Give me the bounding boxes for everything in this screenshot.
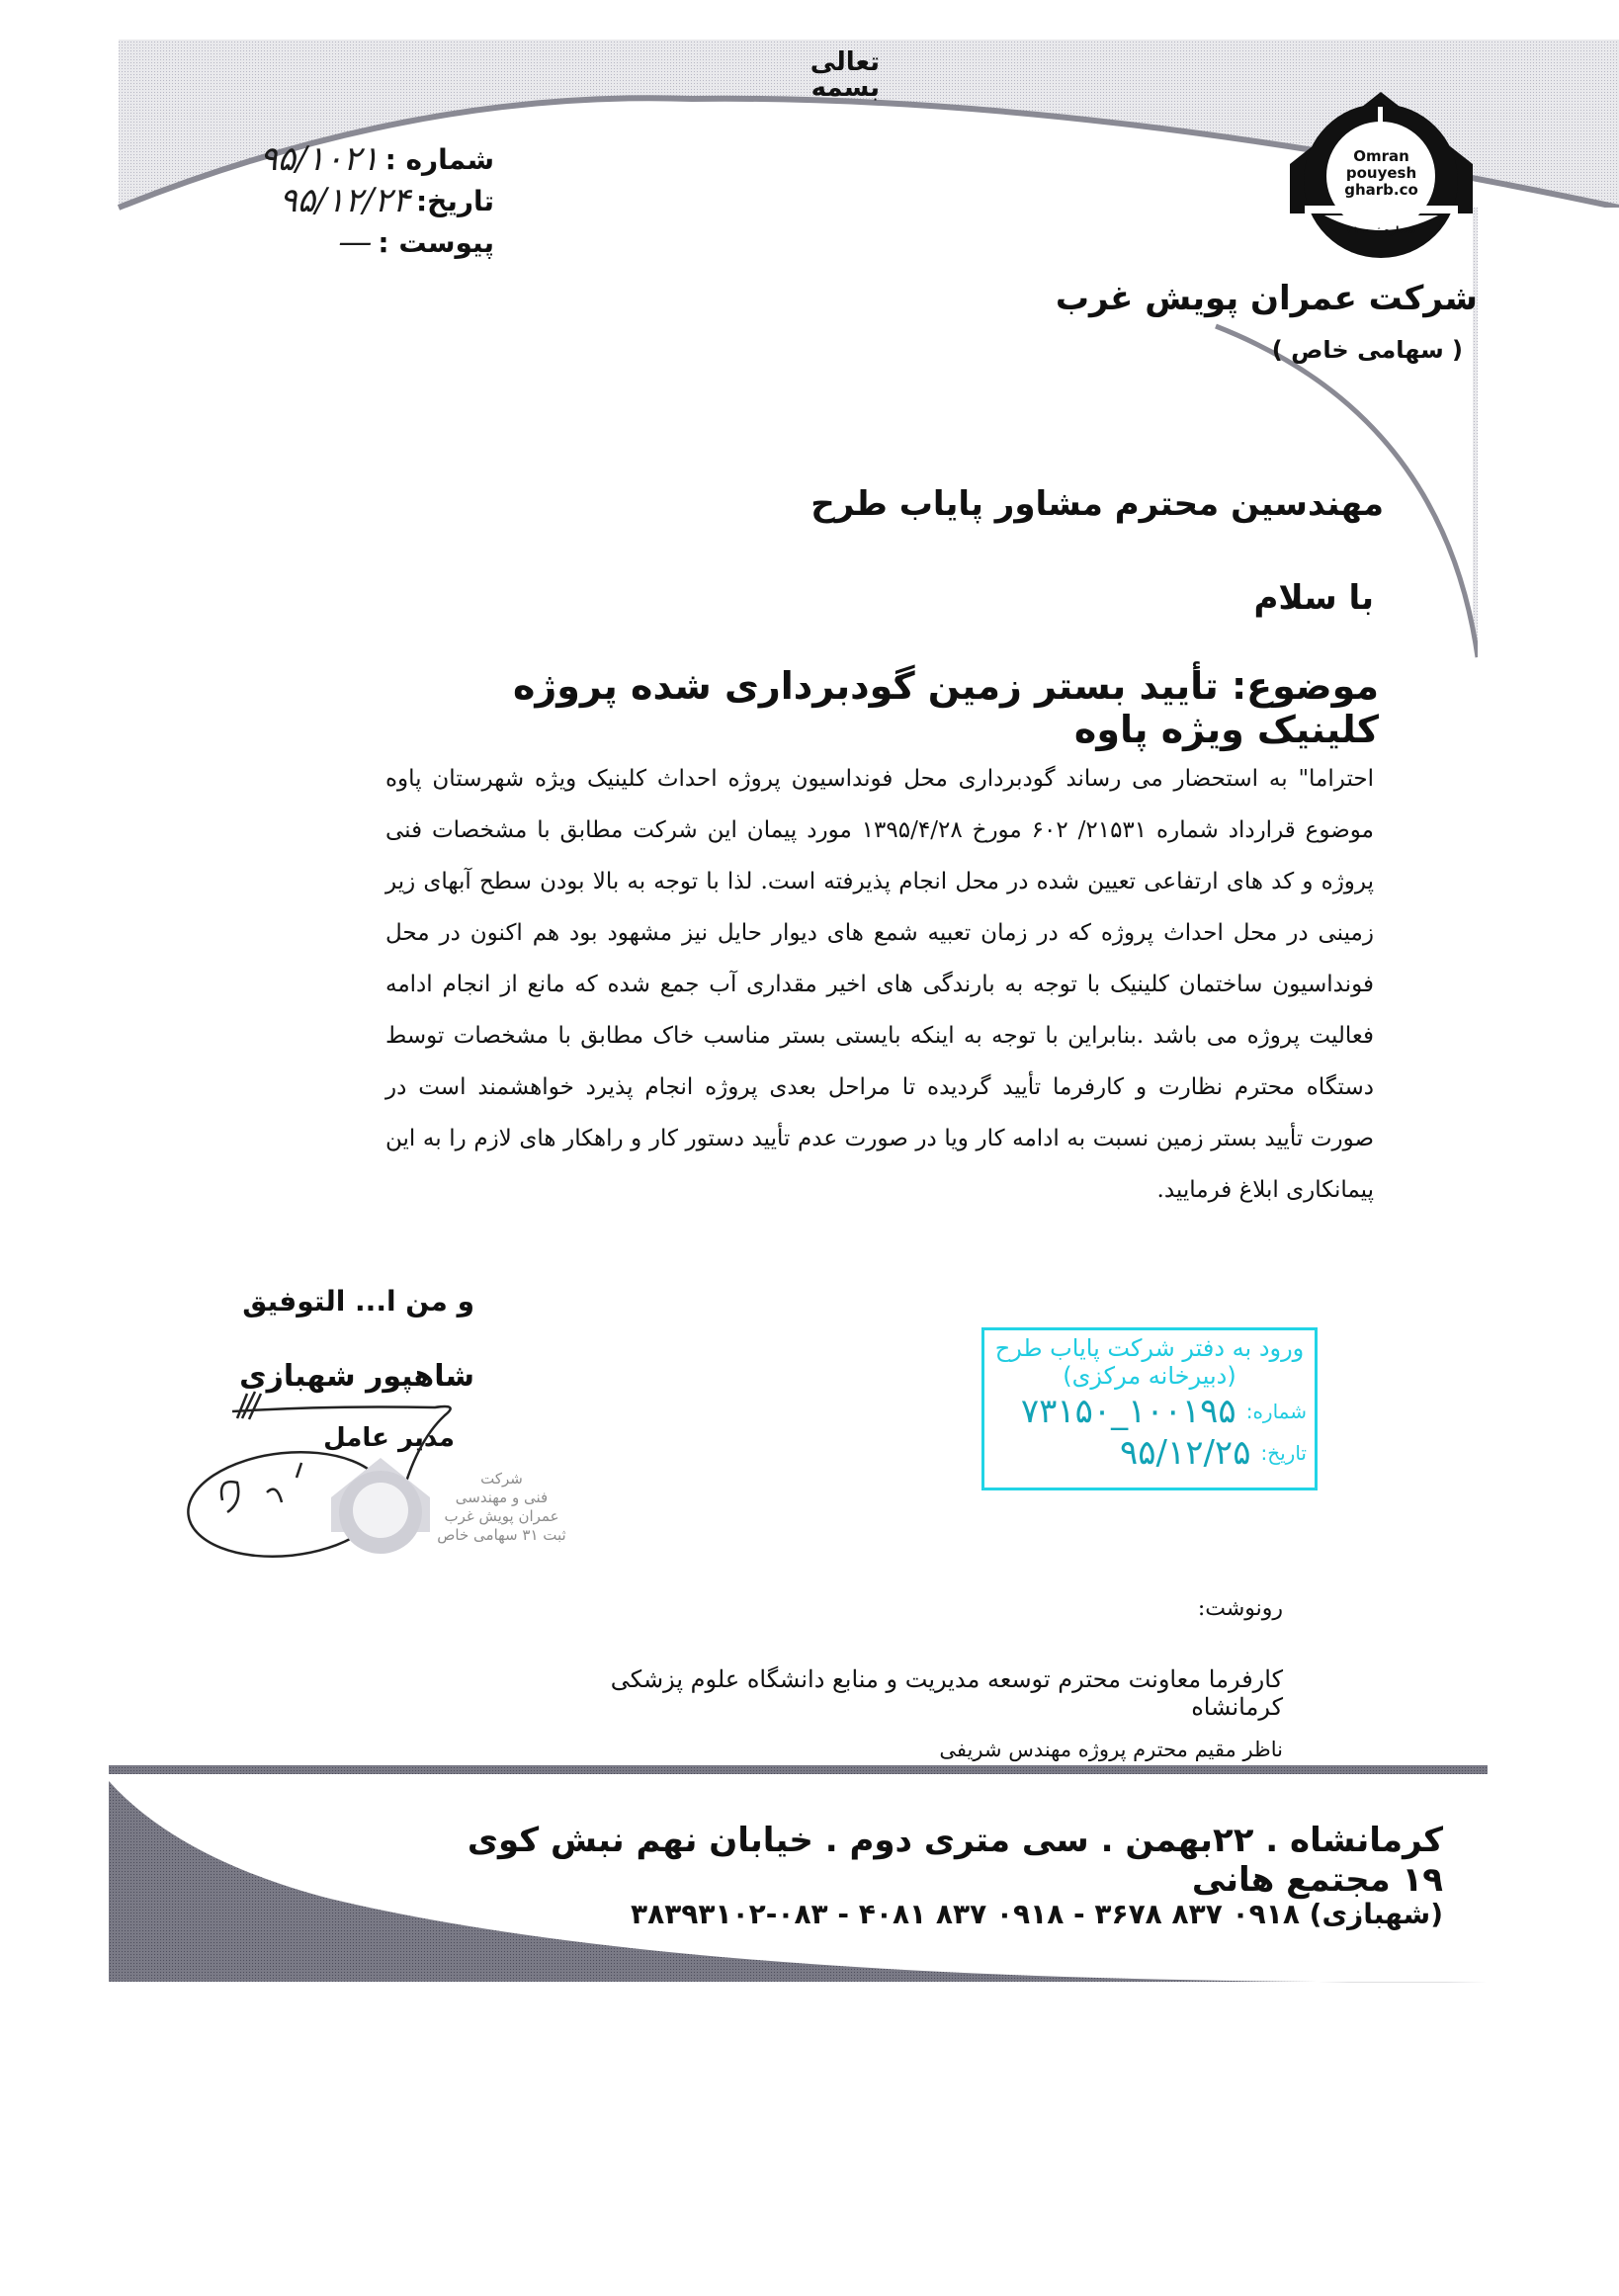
- attachment-value: —: [338, 222, 373, 262]
- company-type: ( سهامی خاص ): [1271, 336, 1463, 364]
- company-stamp-line: شرکت: [480, 1470, 523, 1488]
- receipt-number-label: شماره:: [1245, 1400, 1307, 1423]
- date-row: [178, 180, 494, 221]
- receipt-date-row: [992, 1433, 1307, 1473]
- logo-text-line: pouyesh: [1345, 164, 1417, 182]
- receipt-number-value: ۱۰۰۱۹۵_۷۳۱۵۰: [1020, 1392, 1236, 1431]
- logo-text-line: Omran: [1353, 147, 1409, 165]
- company-name: شرکت عمران پویش غرب: [1055, 279, 1478, 318]
- receipt-stamp-subtitle: (دبیرخانه مرکزی): [1063, 1362, 1236, 1390]
- logo-reg-number: شماره ثبت ۳۱: [1346, 225, 1416, 236]
- letter-meta: [178, 138, 494, 263]
- date-label: تاریخ:: [415, 184, 494, 217]
- footer-rule: [109, 1765, 1488, 1774]
- attachment-row: [178, 221, 494, 263]
- number-row: [178, 138, 494, 180]
- logo-text: [1339, 148, 1423, 199]
- number-label: شماره :: [384, 142, 494, 176]
- recipient: مهندسین محترم مشاور پایاب طرح: [810, 484, 1384, 524]
- company-stamp-line: فنی و مهندسی: [455, 1488, 549, 1506]
- receipt-date-label: تاریخ:: [1260, 1441, 1307, 1465]
- company-logo: [1285, 87, 1478, 265]
- company-stamp-text: [415, 1470, 588, 1545]
- date-value: ۹۵/۱۲/۲۴: [279, 181, 410, 220]
- number-value: ۹۵/۱۰۲۱: [259, 139, 380, 179]
- signer-name: شاهپور شهبازی: [239, 1359, 474, 1394]
- letter-body: احتراما" به استحضار می رساند گودبرداری محل فونداسیون پروژه احداث کلینیک ویژه شهرستان پاوه موضوع قرارداد شماره ۲۱۵۳۱/ ۶۰۲ مورخ ۱۳۹۵/۴/۲۸ مورد پیمان این شرکت مطابق با مشخصات فنی پروژه و کد های ارتفاعی تعیین شده در محل انجام پذیرفته است. لذا با توجه به بالا بودن سطح آبهای زیر زمینی در محل احداث پروژه که در زمان تعبیه شمع های دیوار حایل نیز مشهود بود هم اکنون در محل فونداسیون ساختمان کلینیک با توجه به بارندگی های اخیر مقداری آب جمع شده که مانع از انجام ادامه فعالیت پروژه می باشد .بنابراین با توجه به اینکه بایستی بستر مناسب خاک مطابق با مشخصات توسط دستگاه محترم نظارت و کارفرما تأیید گردیده تا مراحل بعدی پروژه انجام پذیرد خواهشمند است در صورت تأیید بستر زمین نسبت به ادامه کار ویا در صورت عدم تأیید دستور کار و راهکار های لازم را به این پیمانکاری ابلاغ فرمایید.: [385, 766, 1374, 1203]
- company-stamp-line: عمران پویش غرب: [444, 1507, 559, 1525]
- cc-item: ناظر مقیم محترم پروژه مهندس شریفی: [939, 1738, 1283, 1761]
- attachment-label: پیوست :: [378, 225, 494, 259]
- closing: و من ا... التوفیق: [242, 1285, 474, 1318]
- cc-label: رونوشت:: [1197, 1596, 1283, 1621]
- footer-phones: (شهبازی) ۰۹۱۸ ۸۳۷ ۳۶۷۸ - ۰۹۱۸ ۸۳۷ ۴۰۸۱ - ۰۸۳-۳۸۳۹۳۱۰۲: [631, 1898, 1443, 1930]
- bismillah: [751, 49, 880, 101]
- receipt-stamp: [981, 1327, 1318, 1490]
- signer-role: مدیر عامل: [323, 1423, 455, 1453]
- subject: موضوع: تأیید بستر زمین گودبرداری شده پروژه کلینیک ویژه پاوه: [512, 664, 1379, 751]
- company-stamp-line: ثبت ۳۱ سهامی خاص: [437, 1526, 566, 1544]
- logo-text-line: gharb.co: [1344, 181, 1418, 199]
- bismillah-line1: بسمه: [810, 73, 880, 103]
- receipt-date-value: ۹۵/۱۲/۲۵: [1119, 1433, 1251, 1473]
- receipt-number-row: [992, 1390, 1307, 1433]
- cc-item: کارفرما معاونت محترم توسعه مدیریت و منابع دانشگاه علوم پزشکی کرمانشاه: [610, 1665, 1283, 1721]
- bismillah-line2: تعالی: [810, 47, 880, 77]
- greeting: با سلام: [1253, 578, 1374, 618]
- receipt-stamp-title: ورود به دفتر شرکت پایاب طرح: [994, 1334, 1305, 1362]
- footer-address: کرمانشاه . ۲۲بهمن . سی متری دوم . خیابان نهم نبش کوی ۱۹ مجتمع هانی: [467, 1821, 1443, 1900]
